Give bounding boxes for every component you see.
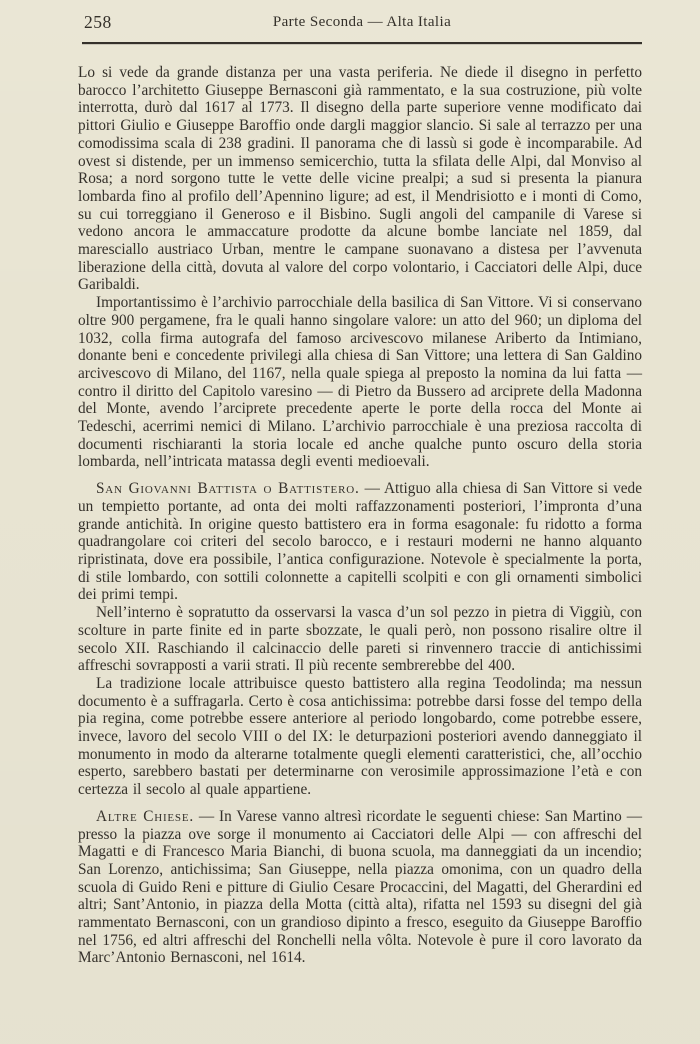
page-header xyxy=(82,12,642,34)
paragraph-tradizione-teodolinda: La tradizione locale attribuisce questo battistero alla regina Teodolinda; ma nessun documento è a suffragarla. Certo è cosa antichissima: potrebbe darsi fosse del tempo della pia regina, come potrebbe essere anteriore al periodo longobardo, come potrebbe essere, invece, lavoro del secolo VIII o del IX: le deturpazioni posteriori avendo danneggiato il monumento in modo da alterarne totalmente quegli elementi caratteristici, che, all’occhio esperto, sarebbero bastati per determinarne con verosimile approssimazione l’età e con certezza il secolo al quale appartiene. xyxy=(78,674,642,799)
body-text-block xyxy=(78,64,642,967)
section-altre-chiese xyxy=(78,808,642,967)
section-text-battistero: — Attiguo alla chiesa di San Vittore si vede un tempietto portante, ad onta dei molti raffazzonamenti posteriori, l’impronta d’una grande antichità. In origine questo battistero era in forma esagonale: fu ridotto a forma quadrangolare coi criteri del secolo barocco, e i restauri moderni ne hanno alquanto ripristinata, dove era possibile, l’antica configurazione. Notevole è specialmente la porta, di stile lombardo, con sottili colonnette a capitelli scolpiti e con gli ornamenti simbolici dei primi tempi. xyxy=(78,480,642,604)
section-battistero xyxy=(78,480,642,604)
section-text-altre-chiese: — In Varese vanno altresì ricordate le seguenti chiese: San Martino — presso la piazza ove sorge il monumento ai Cacciatori delle Alpi — con affreschi del Magatti e di Francesco Maria Bianchi, di buona scuola, ma danneggiati da un incendio; San Lorenzo, antichissima; San Giuseppe, nella piazza omonima, con un quadro della scuola di Guido Reni e pitture di Giulio Cesare Procaccini, del Magatti, del Gherardini ed altri; Sant’Antonio, in piazza della Motta (città alta), rifatta nel 1593 su disegni del già rammentato Bernasconi, con un grandioso dipinto a fresco, eseguito da Giuseppe Baroffio nel 1756, ed altri affreschi del Ronchelli nella vôlta. Notevole è pure il coro lavorato da Marc’Antonio Bernasconi, nel 1614. xyxy=(78,807,642,967)
paragraph-vasca-interno: Nell’interno è sopratutto da osservarsi la vasca d’un sol pezzo in pietra di Viggiù, con scolture in parte finite ed in parte sbozzate, le quali però, non possono risalire oltre il secolo XII. Raschiando il calcinaccio delle pareti si rinvennero traccie di antichissimi affreschi sovrapposti a varii strati. Il più recente sembrerebbe del 400. xyxy=(78,604,642,675)
page-number: 258 xyxy=(84,12,112,32)
running-title: Parte Seconda — Alta Italia xyxy=(272,14,452,30)
header-rule-divider xyxy=(82,42,642,44)
paragraph-archivio-parrocchiale: Importantissimo è l’archivio parrocchiale della basilica di San Vittore. Vi si conservano oltre 900 pergamene, fra le quali hanno singolare valore: un atto del 960; un diploma del 1032, colla firma autografa del famoso arcivescovo milanese Ariberto da Intimiano, donante beni e concedente privilegi alla chiesa di San Vittore; una lettera di San Galdino arcivescovo di Milano, del 1167, nella quale spiega al preposto la nomina da lui fatta — contro il diritto del Capitolo varesino — di Pietro da Bussero ad arciprete della Madonna del Monte, avendo l’arciprete precedente aperte le porte della rocca del Monte ai Tedeschi, acerrimi nemici di Milano. L’archivio parrocchiale è una preziosa raccolta di documenti rischiaranti la storia locale ed anche qualche punto oscuro della storia lombarda, nell’intricata matassa degli eventi medioevali. xyxy=(78,294,642,471)
paragraph-continuation: Lo si vede da grande distanza per una vasta periferia. Ne diede il disegno in perfetto barocco l’architetto Giuseppe Bernasconi già rammentato, e la sua costruzione, più volte interrotta, durò dal 1617 al 1773. Il disegno della parte superiore venne modificato dai pittori Giulio e Giuseppe Baroffio onde dargli maggior slancio. Si sale al terrazzo per una comodissima scala di 238 gradini. Il panorama che di lassù si gode è incomparabile. Ad ovest si distende, per un immenso semicerchio, tutta la sfilata delle Alpi, dal Monviso al Rosa; a nord sorgono tutte le vette delle vicine prealpi; a sud si presenta la pianura lombarda fino al profilo dell’Apennino ligure; ad est, il Mendrisiotto e i monti di Como, su cui torreggiano il Generoso e il Bisbino. Sugli angoli del campanile di Varese si vedono ancora le ammaccature prodotte da alcune bombe lanciate nel 1859, dal maresciallo austriaco Urban, mentre le campane suonavano a distesa per l’avvenuta liberazione della città, dovuta al valore del corpo volontario, i Cacciatori delle Alpi, duce Garibaldi. xyxy=(78,64,642,294)
section-heading-altre-chiese: Altre Chiese. xyxy=(96,807,194,825)
section-heading-battistero: San Giovanni Battista o Battistero. xyxy=(96,480,360,498)
